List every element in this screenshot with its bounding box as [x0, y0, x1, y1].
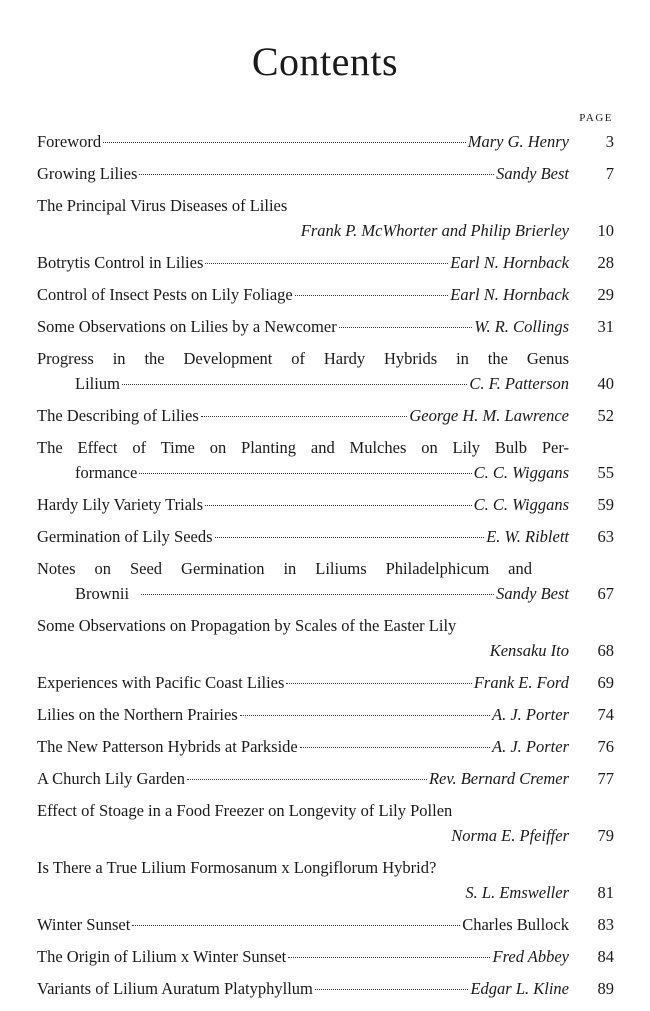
entry-page: 28 — [597, 253, 614, 272]
entry-page: 52 — [597, 406, 614, 425]
entry-author: Earl N. Hornback — [450, 253, 569, 272]
entry-author: Earl N. Hornback — [450, 285, 569, 304]
entry-title: A Church Lily Garden — [37, 769, 186, 788]
toc-entry — [37, 705, 614, 730]
toc-entry — [37, 438, 614, 488]
toc-entry — [37, 801, 614, 851]
entry-title-line1: Notes on Seed Germination in Liliums Philadelphicum and — [37, 559, 532, 578]
dot-leader — [240, 715, 490, 716]
entry-author: W. R. Collings — [474, 317, 569, 336]
entry-author: E. W. Riblett — [486, 527, 569, 546]
entry-title: The New Patterson Hybrids at Parkside — [37, 737, 298, 756]
toc-entry — [37, 196, 614, 246]
dot-leader — [205, 505, 472, 506]
toc-entry — [37, 164, 614, 189]
entry-author: A. J. Porter — [492, 705, 569, 724]
toc-entry — [37, 915, 614, 940]
entry-page: 7 — [605, 164, 614, 183]
entry-author: Frank P. McWhorter and Philip Brierley — [300, 221, 569, 240]
dot-leader — [288, 957, 490, 958]
entry-author: Charles Bullock — [462, 915, 569, 934]
entry-page: 31 — [597, 317, 614, 336]
dot-leader — [295, 295, 449, 296]
entry-page: 77 — [597, 769, 614, 788]
toc-entry — [37, 495, 614, 520]
dot-leader — [205, 263, 448, 264]
dot-leader — [139, 174, 494, 175]
entry-title: Botrytis Control in Lilies — [37, 253, 204, 272]
entry-title: Is There a True Lilium Formosanum x Longiflorum Hybrid? — [37, 858, 437, 877]
entry-page: 29 — [597, 285, 614, 304]
entry-title: Lilies on the Northern Prairies — [37, 705, 238, 724]
toc-entry — [37, 527, 614, 552]
entry-author: Edgar L. Kline — [470, 979, 569, 998]
entry-author: Sandy Best — [496, 584, 569, 603]
toc-entry — [37, 979, 614, 1004]
toc-entry — [37, 737, 614, 762]
entry-author: C. F. Patterson — [469, 374, 569, 393]
entry-author: Frank E. Ford — [473, 673, 569, 692]
toc-entry — [37, 406, 614, 431]
entry-title: Control of Insect Pests on Lily Foliage — [37, 285, 293, 304]
toc-entry — [37, 285, 614, 310]
toc-entry — [37, 616, 614, 666]
entry-title: Foreword — [37, 132, 102, 151]
page-column-header: PAGE — [579, 112, 613, 124]
entry-author: A. J. Porter — [492, 737, 569, 756]
entry-title-line1: The Effect of Time on Planting and Mulches on Lily Bulb Per- — [37, 438, 569, 457]
entry-author: C. C. Wiggans — [473, 463, 569, 482]
dot-leader — [141, 594, 494, 595]
dot-leader — [132, 925, 460, 926]
dot-leader — [215, 537, 485, 538]
entry-title: Variants of Lilium Auratum Platyphyllum — [37, 979, 313, 998]
entry-page: 3 — [605, 132, 614, 151]
dot-leader — [139, 473, 471, 474]
dot-leader — [315, 989, 469, 990]
entry-title: Some Observations on Propagation by Scales of the Easter Lily — [37, 616, 457, 635]
toc-entry — [37, 349, 614, 399]
entry-title: Experiences with Pacific Coast Lilies — [37, 673, 285, 692]
dot-leader — [300, 747, 490, 748]
dot-leader — [103, 142, 466, 143]
entry-author: C. C. Wiggans — [473, 495, 569, 514]
dot-leader — [122, 384, 467, 385]
entry-title-line2: Brownii — [75, 584, 130, 603]
entry-author: Fred Abbey — [492, 947, 569, 966]
entry-page: 67 — [597, 584, 614, 603]
entry-page: 81 — [597, 883, 614, 902]
entry-title: Winter Sunset — [37, 915, 131, 934]
toc-entry — [37, 317, 614, 342]
entry-author: Norma E. Pfeiffer — [451, 826, 569, 845]
dot-leader — [339, 327, 473, 328]
entry-title-line1: Progress in the Development of Hardy Hybrids in the Genus — [37, 349, 569, 368]
entry-title: Germination of Lily Seeds — [37, 527, 213, 546]
entry-title-line2: formance — [75, 463, 138, 482]
toc-entry — [37, 769, 614, 794]
entry-author: George H. M. Lawrence — [409, 406, 569, 425]
entry-page: 40 — [597, 374, 614, 393]
entry-page: 79 — [597, 826, 614, 845]
toc-entry — [37, 559, 614, 609]
entry-page: 63 — [597, 527, 614, 546]
toc-list — [37, 132, 614, 1011]
toc-entry — [37, 673, 614, 698]
toc-entry — [37, 132, 614, 157]
page-title: Contents — [251, 39, 399, 84]
entry-title: The Origin of Lilium x Winter Sunset — [37, 947, 287, 966]
dot-leader — [187, 779, 427, 780]
entry-title: Growing Lilies — [37, 164, 138, 183]
entry-page: 83 — [597, 915, 614, 934]
entry-author: Sandy Best — [496, 164, 569, 183]
entry-page: 68 — [597, 641, 614, 660]
entry-author: Kensaku Ito — [489, 641, 569, 660]
entry-title: Effect of Stoage in a Food Freezer on Longevity of Lily Pollen — [37, 801, 453, 820]
entry-page: 10 — [597, 221, 614, 240]
entry-author: Rev. Bernard Cremer — [428, 769, 569, 788]
entry-page: 74 — [597, 705, 614, 724]
entry-title: The Principal Virus Diseases of Lilies — [37, 196, 288, 215]
dot-leader — [201, 416, 408, 417]
entry-title: The Describing of Lilies — [37, 406, 199, 425]
toc-entry — [37, 253, 614, 278]
dot-leader — [286, 683, 471, 684]
entry-author: S. L. Emsweller — [465, 883, 569, 902]
toc-entry — [37, 858, 614, 908]
entry-title: Hardy Lily Variety Trials — [37, 495, 204, 514]
entry-page: 76 — [597, 737, 614, 756]
entry-page: 55 — [597, 463, 614, 482]
entry-title-line2: Lilium — [75, 374, 120, 393]
entry-author: Mary G. Henry — [467, 132, 569, 151]
entry-page: 59 — [597, 495, 614, 514]
toc-entry — [37, 947, 614, 972]
entry-page: 69 — [597, 673, 614, 692]
entry-page: 89 — [597, 979, 614, 998]
entry-page: 84 — [597, 947, 614, 966]
entry-title: Some Observations on Lilies by a Newcomer — [37, 317, 337, 336]
